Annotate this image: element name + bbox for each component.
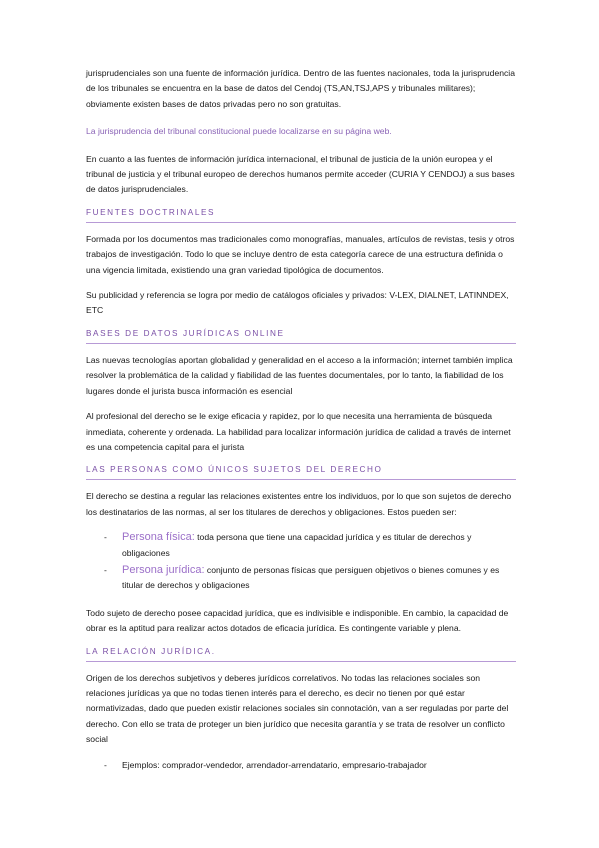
- term-definition: conjunto de personas físicas que persiguen objetivos o bienes comunes y es titular de derechos y obligaciones: [122, 564, 500, 591]
- international-paragraph: En cuanto a las fuentes de información jurídica internacional, el tribunal de justicia de la unión europea y el tribunal de justicia y el tribunal europeo de derechos humanos permite acceder (CURIA Y CENDOJ) a sus bases de datos jurisprudenciales.: [86, 153, 515, 195]
- section-heading: BASES DE DATOS JURÍDICAS ONLINE: [86, 329, 516, 344]
- section-fuentes-doctrinales: [86, 208, 516, 319]
- paragraph: Al profesional del derecho se le exige eficacia y rapidez, por lo que necesita una herramienta de búsqueda inmediata, coherente y ordenada. La habilidad para localizar información jurídica de calidad a través de internet es una competencia capital para el jurista: [86, 411, 511, 452]
- example-text: Ejemplos: comprador-vendedor, arrendador-arrendatario, empresario-trabajador: [122, 759, 427, 770]
- paragraph: Todo sujeto de derecho posee capacidad jurídica, que es indivisible e indisponible. En cambio, la capacidad de obrar es la aptitud para realizar actos dotados de eficacia jurídica. Es contingente variable y plena.: [86, 607, 509, 634]
- dash-bullet: -: [104, 759, 107, 770]
- document-page: [86, 66, 516, 775]
- term-label: Persona jurídica:: [122, 563, 205, 576]
- list-item: [86, 758, 516, 773]
- dash-bullet: -: [104, 564, 107, 575]
- term-definition: toda persona que tiene una capacidad jurídica y es titular de derechos y obligaciones: [122, 532, 472, 558]
- persona-list: [86, 530, 516, 594]
- paragraph: El derecho se destina a regular las relaciones existentes entre los individuos, por lo que son sujetos de derecho los destinatarios de las normas, al ser los titulares de derechos y obligaciones. Estos pueden ser:: [86, 491, 512, 517]
- paragraph: Origen de los derechos subjetivos y deberes jurídicos correlativos. No todas las relaciones sociales son relaciones jurídicas ya que no todas tienen interés para el derecho, es decir no tienen por qué estar normativizadas, dado que pueden existir relaciones sociales sin connotación, van a ser reguladas por parte del derecho. Con ello se trata de proteger un bien jurídico que necesita garantía y se trata de resolver un conflicto social: [86, 672, 509, 745]
- section-heading: LA RELACIÓN JURÍDICA.: [86, 647, 516, 662]
- dash-bullet: -: [104, 532, 107, 543]
- list-item: [86, 530, 516, 561]
- term-label: Persona física:: [122, 531, 195, 544]
- section-heading: LAS PERSONAS COMO ÚNICOS SUJETOS DEL DERECHO: [86, 465, 516, 480]
- tc-link[interactable]: La jurisprudencia del tribunal constitucional puede localizarse en su página web.: [86, 126, 392, 137]
- example-list: [86, 758, 516, 773]
- list-item: [86, 563, 516, 594]
- section-heading: FUENTES DOCTRINALES: [86, 208, 516, 223]
- section-bases-datos: [86, 329, 516, 455]
- paragraph: Su publicidad y referencia se logra por medio de catálogos oficiales y privados: V-LEX, DIALNET, LATINNDEX, ETC: [86, 290, 509, 316]
- paragraph: Formada por los documentos mas tradicionales como monografías, manuales, artículos de revistas, tesis y otros trabajos de investigación. Todo lo que se incluye dentro de esta categoría carece de una estructura definida o una vigencia limitada, existiendo una gran variedad tipológica de documentos.: [86, 233, 515, 275]
- section-personas: [86, 465, 516, 636]
- intro-paragraph: jurisprudenciales son una fuente de información jurídica. Dentro de las fuentes nacionales, toda la jurisprudencia de los tribunales se encuentra en la base de datos del Cendoj (TS,AN,TSJ,APS y tribunales militares); obviamente existen bases de datos privadas pero no son gratuitas.: [86, 68, 515, 109]
- paragraph: Las nuevas tecnologías aportan globalidad y generalidad en el acceso a la información; internet también implica resolver la problemática de la calidad y fiabilidad de las fuentes documentales, por lo tanto, la fiabilidad de los lugares donde el jurista busca información es esencial: [86, 354, 513, 396]
- section-relacion-juridica: [86, 647, 516, 773]
